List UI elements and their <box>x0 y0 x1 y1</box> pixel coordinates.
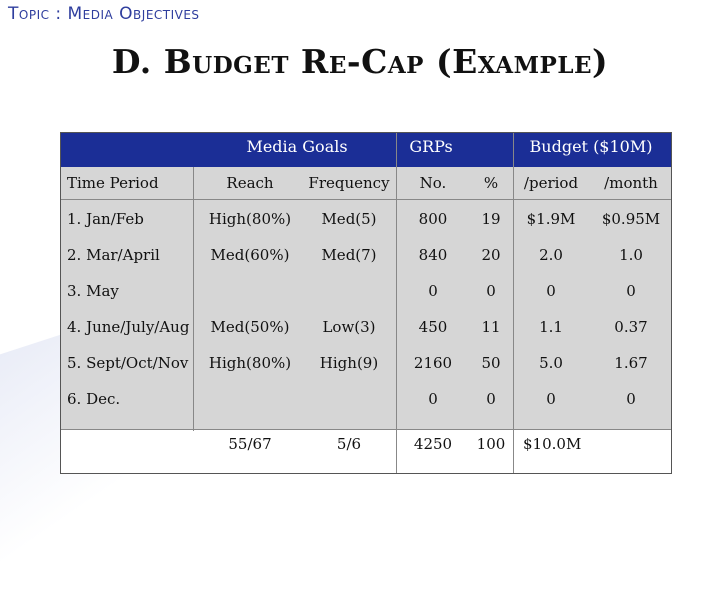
row-1-budget-period: $1.9M <box>526 210 576 228</box>
row-5-reach: High(80%) <box>208 354 292 372</box>
row-5-budget-month: 1.67 <box>614 354 648 372</box>
total-grps-no: 4250 <box>413 435 453 453</box>
col-frequency: Frequency <box>308 174 390 192</box>
page-title: D. Budget Re-Cap (Example) <box>111 42 609 81</box>
col-no: No. <box>419 174 447 192</box>
row-2-reach: Med(60%) <box>210 246 290 264</box>
row-6-budget-period: 0 <box>546 390 556 408</box>
row-2-grps-pct: 20 <box>481 246 501 264</box>
row-5-frequency: High(9) <box>319 354 379 372</box>
total-reach: 55/67 <box>228 435 272 453</box>
row-2-budget-period: 2.0 <box>539 246 563 264</box>
row-5-grps-no: 2160 <box>413 354 453 372</box>
row-5-grps-pct: 50 <box>481 354 501 372</box>
grid-vline <box>396 133 397 473</box>
row-1-period: 1. Jan/Feb <box>67 210 144 228</box>
total-budget-period: $10.0M <box>523 435 582 453</box>
row-6-grps-no: 0 <box>428 390 438 408</box>
header-budget: Budget ($10M) <box>529 137 653 156</box>
row-6-period: 6. Dec. <box>67 390 121 408</box>
row-3-grps-pct: 0 <box>486 282 496 300</box>
row-1-grps-pct: 19 <box>481 210 501 228</box>
row-1-grps-no: 800 <box>418 210 448 228</box>
row-4-period: 4. June/July/Aug <box>67 318 190 336</box>
col-per-month: /month <box>604 174 658 192</box>
header-media-goals: Media Goals <box>246 137 348 156</box>
col-pct: % <box>483 174 499 192</box>
row-3-budget-period: 0 <box>546 282 556 300</box>
total-frequency: 5/6 <box>336 435 362 453</box>
row-4-reach: Med(50%) <box>210 318 290 336</box>
row-4-budget-month: 0.37 <box>614 318 648 336</box>
grid-vline <box>193 167 194 431</box>
header-grps: GRPs <box>409 137 453 156</box>
row-1-frequency: Med(5) <box>321 210 377 228</box>
row-2-grps-no: 840 <box>418 246 448 264</box>
row-3-period: 3. May <box>67 282 119 300</box>
col-time-period: Time Period <box>67 174 159 192</box>
row-3-budget-month: 0 <box>626 282 636 300</box>
total-grps-pct: 100 <box>476 435 506 453</box>
row-1-budget-month: $0.95M <box>601 210 661 228</box>
col-per-period: /period <box>523 174 579 192</box>
budget-table <box>60 132 672 474</box>
row-6-grps-pct: 0 <box>486 390 496 408</box>
col-reach: Reach <box>226 174 274 192</box>
row-4-grps-pct: 11 <box>481 318 501 336</box>
row-2-period: 2. Mar/April <box>67 246 160 264</box>
grid-hline <box>61 429 671 430</box>
grid-vline <box>513 133 514 473</box>
row-2-budget-month: 1.0 <box>619 246 643 264</box>
row-3-grps-no: 0 <box>428 282 438 300</box>
row-4-frequency: Low(3) <box>322 318 376 336</box>
grid-hline <box>61 199 671 200</box>
row-4-budget-period: 1.1 <box>539 318 563 336</box>
row-4-grps-no: 450 <box>418 318 448 336</box>
row-2-frequency: Med(7) <box>321 246 377 264</box>
table-body <box>61 167 671 429</box>
row-5-period: 5. Sept/Oct/Nov <box>67 354 189 372</box>
row-1-reach: High(80%) <box>208 210 292 228</box>
row-6-budget-month: 0 <box>626 390 636 408</box>
topic-label: Topic : Media Objectives <box>8 4 200 24</box>
row-5-budget-period: 5.0 <box>539 354 563 372</box>
